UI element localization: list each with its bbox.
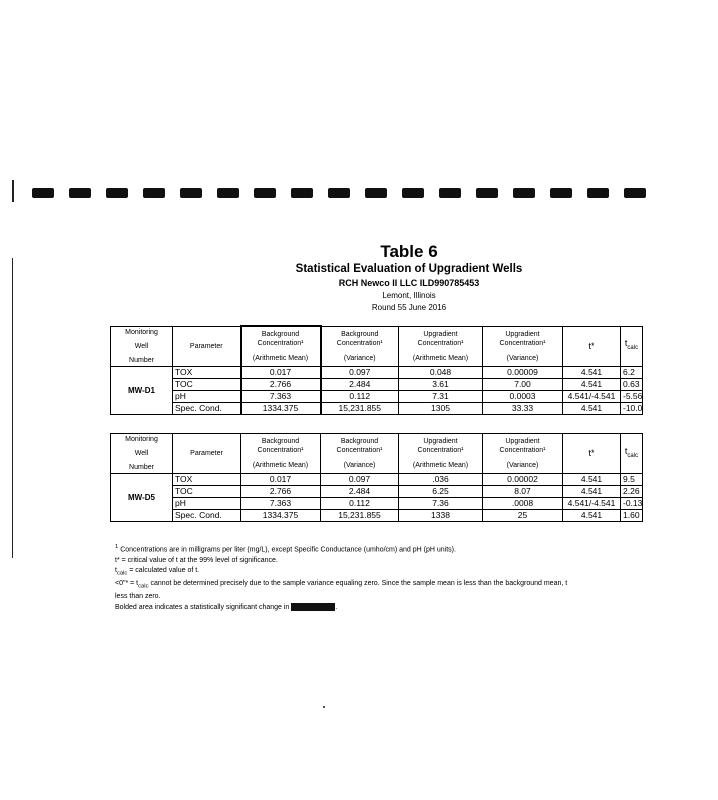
cell-bg-var: 2.484 bbox=[321, 486, 399, 498]
cell-param: pH bbox=[173, 390, 241, 402]
cell-up-var: 8.07 bbox=[483, 486, 563, 498]
cell-bg-var: 0.112 bbox=[321, 390, 399, 402]
col-header-parameter: Parameter bbox=[173, 326, 241, 366]
table-row bbox=[111, 378, 643, 390]
cell-bg-mean: 7.363 bbox=[241, 390, 321, 402]
cell-param: TOC bbox=[173, 486, 241, 498]
cell-up-var: 0.0003 bbox=[483, 390, 563, 402]
cell-bg-mean: 1334.375 bbox=[241, 510, 321, 522]
redaction-bar bbox=[291, 603, 335, 611]
location-line: Lemont, Illinois bbox=[382, 291, 436, 300]
cell-param: TOX bbox=[173, 474, 241, 486]
cell-up-mean: .036 bbox=[399, 474, 483, 486]
table-title: Table 6 bbox=[380, 242, 438, 261]
table-row bbox=[111, 510, 643, 522]
perforation-dash bbox=[180, 188, 202, 198]
footnote-units: $^1$ Concentrations are in milligrams per liter (mg/L), except Specific Conductance (umho/cm) and pH (pH units). bbox=[115, 544, 456, 554]
table-subtitle: Statistical Evaluation of Upgradient Wells bbox=[295, 263, 523, 275]
col-header-well: Monitoring Well Number bbox=[111, 434, 173, 474]
cell-bg-var: 0.112 bbox=[321, 498, 399, 510]
cell-tcalc: 1.60 bbox=[621, 510, 643, 522]
cell-up-var: 7.00 bbox=[483, 378, 563, 390]
cell-up-var: 25 bbox=[483, 510, 563, 522]
cell-tstar: 4.541 bbox=[563, 378, 621, 390]
cell-param: TOX bbox=[173, 366, 241, 378]
cell-up-var: 0.00009 bbox=[483, 366, 563, 378]
well-number-cell: MW-D5 bbox=[111, 474, 173, 522]
cell-tstar: 4.541 bbox=[563, 366, 621, 378]
col-header-up-var: Upgradient Concentration¹ (Variance) bbox=[483, 326, 563, 366]
table-header-row bbox=[111, 326, 643, 366]
cell-bg-mean: 0.017 bbox=[241, 474, 321, 486]
perforation-dash bbox=[69, 188, 91, 198]
perforation-dash bbox=[550, 188, 572, 198]
col-header-bg-mean: Background Concentration¹ (Arithmetic Mean) bbox=[241, 434, 321, 474]
cell-up-var: 33.33 bbox=[483, 402, 563, 414]
perforation-dash bbox=[106, 188, 128, 198]
stats-table-mw-d1 bbox=[110, 325, 643, 415]
table-row bbox=[111, 486, 643, 498]
cell-up-mean: 3.61 bbox=[399, 378, 483, 390]
cell-up-mean: 7.31 bbox=[399, 390, 483, 402]
cell-tcalc: 9.5 bbox=[621, 474, 643, 486]
cell-bg-mean: 2.766 bbox=[241, 486, 321, 498]
col-header-well: Monitoring Well Number bbox=[111, 326, 173, 366]
col-header-bg-var: Background Concentration¹ (Variance) bbox=[321, 326, 399, 366]
facility-line: RCH Newco II LLC ILD990785453 bbox=[338, 278, 480, 288]
col-header-up-mean: Upgradient Concentration¹ (Arithmetic Mean) bbox=[399, 434, 483, 474]
round-line: Round 55 June 2016 bbox=[371, 303, 447, 312]
footnotes bbox=[115, 542, 618, 613]
cell-bg-var: 15,231.855 bbox=[321, 510, 399, 522]
cell-tstar: 4.541/-4.541 bbox=[563, 498, 621, 510]
cell-tstar: 4.541 bbox=[563, 486, 621, 498]
perforation-dash bbox=[32, 188, 54, 198]
perforation-dashes bbox=[0, 186, 618, 200]
perforation-dash bbox=[587, 188, 609, 198]
perforation-dash bbox=[254, 188, 276, 198]
cell-tcalc: 2.26 bbox=[621, 486, 643, 498]
well-number-cell: MW-D1 bbox=[111, 366, 173, 414]
cell-up-mean: 0.048 bbox=[399, 366, 483, 378]
cell-up-var: .0008 bbox=[483, 498, 563, 510]
perforation-dash bbox=[439, 188, 461, 198]
col-header-bg-mean: Background Concentration¹ (Arithmetic Mean) bbox=[241, 326, 321, 366]
col-header-tstar: t* bbox=[563, 434, 621, 474]
col-header-bg-var: Background Concentration¹ (Variance) bbox=[321, 434, 399, 474]
col-header-tstar: t* bbox=[563, 326, 621, 366]
cell-param: TOC bbox=[173, 378, 241, 390]
cell-up-mean: 6.25 bbox=[399, 486, 483, 498]
cell-bg-var: 15,231.855 bbox=[321, 402, 399, 414]
cell-up-mean: 1305 bbox=[399, 402, 483, 414]
footnote-variance-zero: <0"* = $t_{calc}$ cannot be determined precisely due to the sample variance equaling zero. Since the sample mean is less than the background mean, t bbox=[115, 580, 568, 590]
col-header-tcalc: $t_{calc}$ bbox=[621, 326, 643, 366]
cell-tstar: 4.541/-4.541 bbox=[563, 390, 621, 402]
perforation-dash bbox=[143, 188, 165, 198]
perforation-dash bbox=[402, 188, 424, 198]
cell-up-mean: 1338 bbox=[399, 510, 483, 522]
cell-param: Spec. Cond. bbox=[173, 510, 241, 522]
cell-bg-mean: 0.017 bbox=[241, 366, 321, 378]
footnote-tstar: t* = critical value of t at the 99% level of significance. bbox=[115, 556, 278, 564]
perforation-dash bbox=[513, 188, 535, 198]
footnote-bolded-area: Bolded area indicates a statistically significant change in . bbox=[115, 603, 338, 611]
col-header-up-var: Upgradient Concentration¹ (Variance) bbox=[483, 434, 563, 474]
perforation-dash bbox=[291, 188, 313, 198]
cell-tstar: 4.541 bbox=[563, 510, 621, 522]
cell-bg-mean: 1334.375 bbox=[241, 402, 321, 414]
footnote-tcalc: $t_{calc}$ = calculated value of t. bbox=[115, 567, 200, 577]
cell-bg-var: 2.484 bbox=[321, 378, 399, 390]
table-row bbox=[111, 498, 643, 510]
perforation-dash bbox=[476, 188, 498, 198]
cell-param: Spec. Cond. bbox=[173, 402, 241, 414]
cell-tcalc: -5.56 bbox=[621, 390, 643, 402]
cell-tcalc: 0.63 bbox=[621, 378, 643, 390]
table-row bbox=[111, 390, 643, 402]
cell-tcalc: 6.2 bbox=[621, 366, 643, 378]
footnote-less-than-zero: less than zero. bbox=[115, 593, 161, 601]
cell-up-mean: 7.36 bbox=[399, 498, 483, 510]
perforation-dash bbox=[365, 188, 387, 198]
cell-bg-var: 0.097 bbox=[321, 366, 399, 378]
table-row bbox=[111, 474, 643, 486]
cell-up-var: 0.00002 bbox=[483, 474, 563, 486]
col-header-tcalc: $t_{calc}$ bbox=[621, 434, 643, 474]
table-row bbox=[111, 366, 643, 378]
cell-param: pH bbox=[173, 498, 241, 510]
cell-bg-var: 0.097 bbox=[321, 474, 399, 486]
table-row bbox=[111, 402, 643, 414]
cell-tstar: 4.541 bbox=[563, 474, 621, 486]
col-header-up-mean: Upgradient Concentration¹ (Arithmetic Mean) bbox=[399, 326, 483, 366]
cell-bg-mean: 2.766 bbox=[241, 378, 321, 390]
stats-table-mw-d5 bbox=[110, 433, 643, 522]
cell-bg-mean: 7.363 bbox=[241, 498, 321, 510]
scan-edge-mark bbox=[12, 258, 13, 558]
cell-tstar: 4.541 bbox=[563, 402, 621, 414]
scan-speck bbox=[323, 706, 325, 708]
perforation-dash bbox=[217, 188, 239, 198]
table-header-row bbox=[111, 434, 643, 474]
perforation-dash bbox=[624, 188, 646, 198]
col-header-parameter: Parameter bbox=[173, 434, 241, 474]
perforation-dash bbox=[328, 188, 350, 198]
cell-tcalc: -10.0 bbox=[621, 402, 643, 414]
cell-tcalc: -0.13 bbox=[621, 498, 643, 510]
